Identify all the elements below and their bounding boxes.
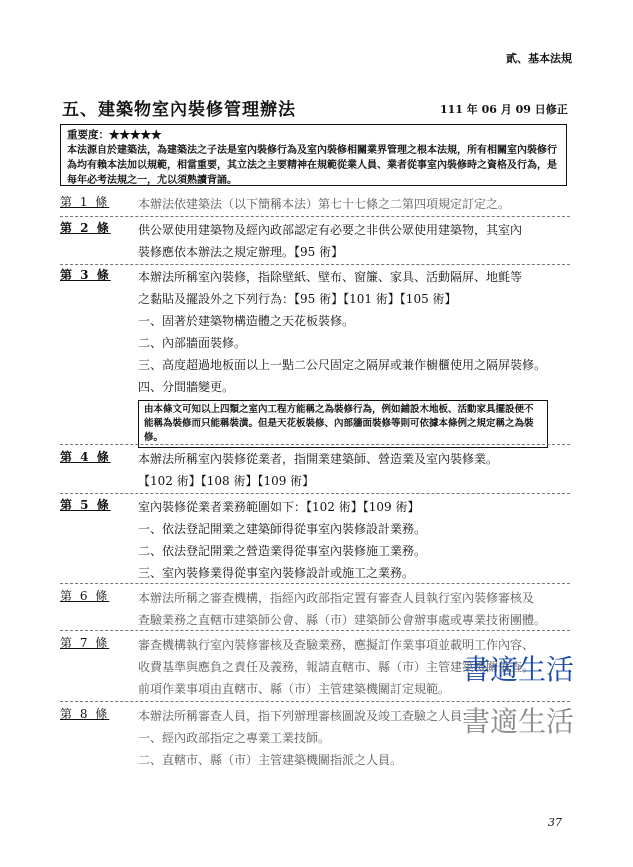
page-number: 37 — [548, 816, 562, 829]
article-number: 第 8 條 — [60, 707, 110, 721]
article-body: 審查機構執行室內裝修審核及查驗業務，應擬訂作業事項並載明工作內容、 收費基準與應負之責任及義務，報請直轄市、縣（市）主管建築機關備查。 前項作業事項由直轄市、縣（市）主管建築機關訂定規範。 — [138, 638, 535, 696]
article-body: 本辦法所稱室內裝修，指除壁紙、壁布、窗簾、家具、活動隔屏、地氈等 之黏貼及擺設外之下列行為：【95 術】【101 術】【105 術】 一、固著於建築物構造體之天花板裝修。 二、內部牆面裝修。 三、高度超過地板面以上一點二公尺固定之隔屏或兼作櫥櫃使用之隔屏裝修。 四、分間牆變更。 由本條文可知以上四類之室內工程方能稱之為裝修行為，例如鋪設木地板、活動家具擺設便不能稱為裝修而只能稱裝潢。但是天花板裝修、內部牆面裝修等則可依據本條例之規定稱之為裝修。 — [138, 266, 570, 448]
document-title: 五、建築物室內裝修管理辦法 — [62, 100, 296, 120]
article-note-box: 由本條文可知以上四類之室內工程方能稱之為裝修行為，例如鋪設木地板、活動家具擺設便不能稱為裝修而只能稱裝潢。但是天花板裝修、內部牆面裝修等則可依據本條例之規定稱之為裝修。 — [138, 400, 548, 448]
watermark-secondary: 書適生活 — [462, 705, 575, 738]
article-body: 室內裝修從業者業務範圍如下：【102 術】【109 術】 一、依法登記開業之建築師得從事室內裝修設計業務。 二、依法登記開業之營造業得從事室內裝修施工業務。 三、室內裝修業得從事室內裝修設計或施工之業務。 — [138, 500, 427, 580]
intro-box — [60, 124, 567, 186]
amendment-date: 111 年 06 月 09 日修正 — [440, 103, 568, 116]
article-number: 第 4 條 — [60, 450, 111, 464]
divider — [60, 216, 570, 217]
article-body: 本辦法所稱之審查機構，指經內政部指定置有審查人員執行室內裝修審核及 查驗業務之直轄市建築師公會、縣（市）建築師公會辦事處或專業技術團體。 — [138, 591, 547, 627]
article-number: 第 1 條 — [60, 195, 110, 209]
article-body: 本辦法所稱室內裝修從業者，指開業建築師、營造業及室內裝修業。 【102 術】【108 術】【109 術】 — [138, 452, 499, 488]
watermark-primary: 書適生活 — [462, 653, 575, 686]
article-body: 本辦法依建築法（以下簡稱本法）第七十七條之二第四項規定訂定之。 — [138, 197, 511, 211]
article-number: 第 7 條 — [60, 636, 110, 650]
divider — [60, 493, 570, 494]
divider — [60, 444, 570, 445]
article-number: 第 2 條 — [60, 221, 111, 235]
article-body: 本辦法所稱審查人員，指下列辦理審核圖說及竣工查驗之人員： 一、經內政部指定之專業工業技師。 二、直轄市、縣（市）主管建築機關指派之人員。 — [138, 709, 475, 767]
article-number: 第 6 條 — [60, 589, 110, 603]
article-number: 第 3 條 — [60, 268, 111, 282]
article-body: 供公眾使用建築物及經內政部認定有必要之非供公眾使用建築物，其室內 裝修應依本辦法之規定辦理。【95 術】 — [138, 223, 523, 259]
divider — [60, 583, 570, 584]
running-header: 貳、基本法規 — [506, 52, 572, 65]
importance-rating: 重要度：★★★★★ — [67, 129, 162, 141]
divider — [60, 630, 570, 631]
intro-text: 本法源自於建築法，為建築法之子法是室內裝修行為及室內裝修相關業界管理之根本法規，所有相關室內裝修行為均有賴本法加以規範，相當重要，其立法之主要精神在規範從業人員、業者從事室內裝修時之資格及行為，是每年必考法規之一，尤以須熟讀背誦。 — [67, 145, 557, 186]
divider — [60, 264, 570, 265]
article-number: 第 5 條 — [60, 498, 111, 512]
